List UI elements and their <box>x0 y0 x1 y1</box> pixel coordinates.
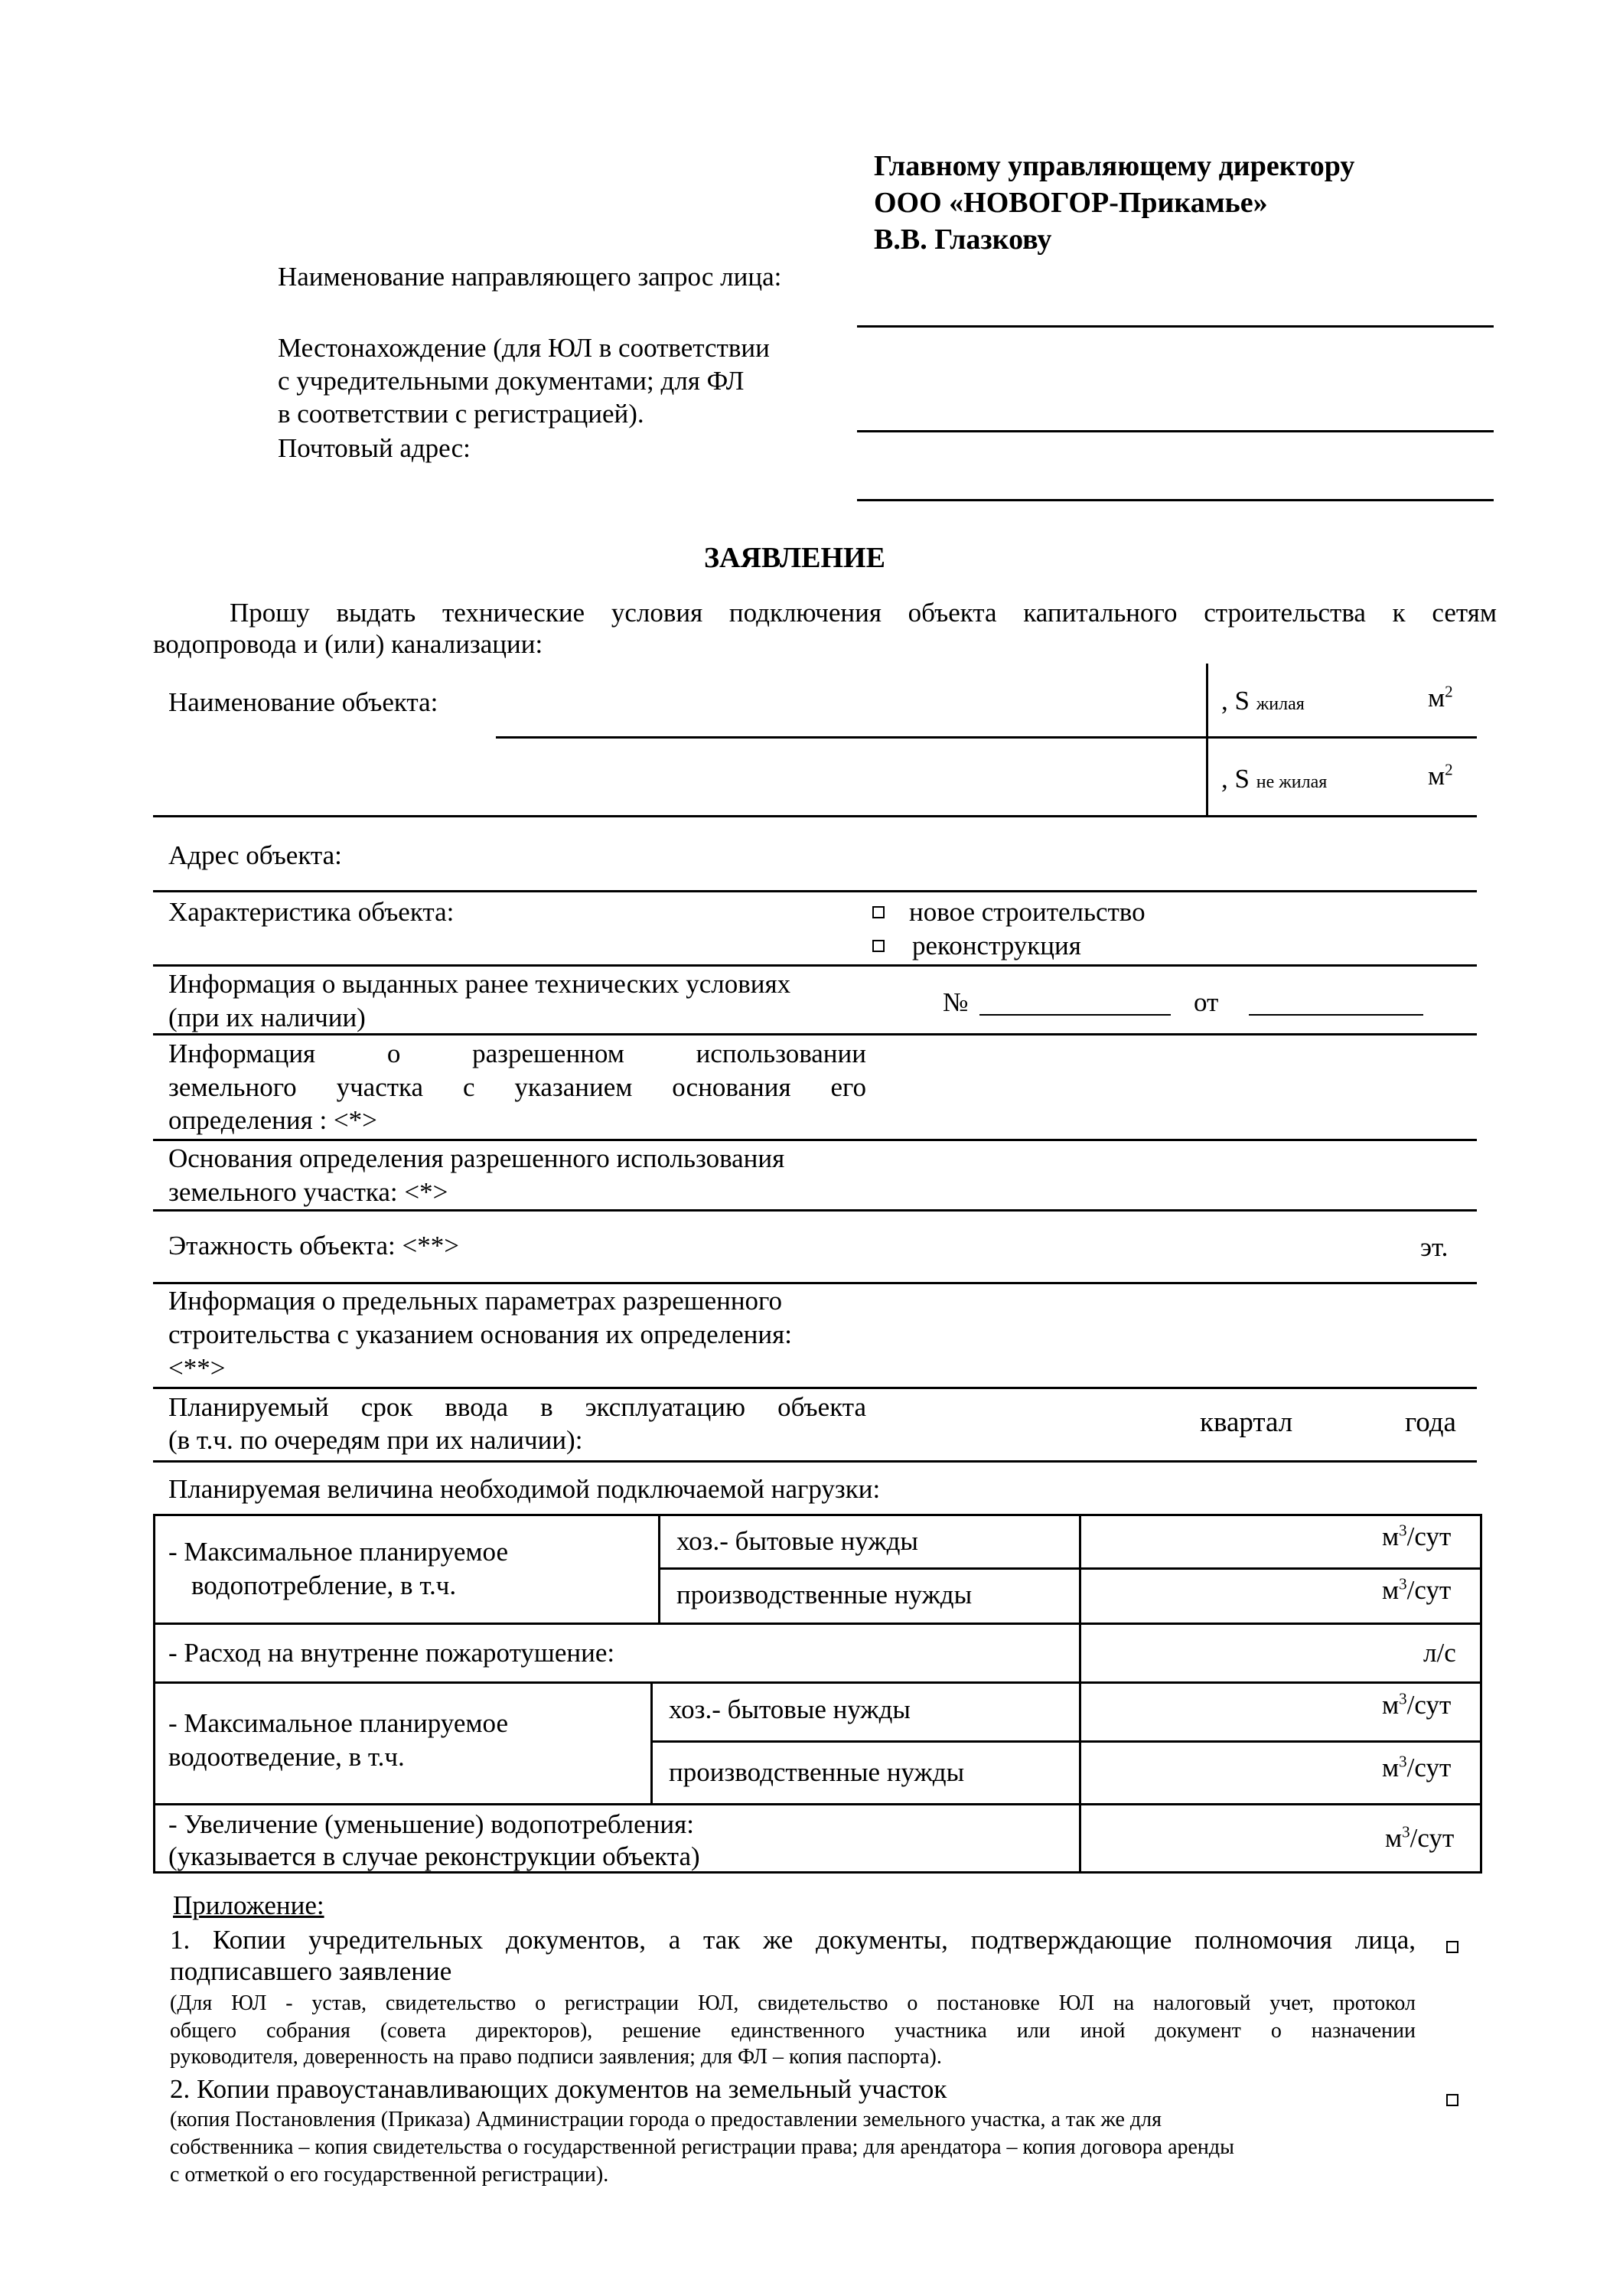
water-out-label-1: - Максимальное планируемое <box>168 1708 508 1738</box>
location-field-line[interactable] <box>857 430 1494 432</box>
new-construction-label: новое строительство <box>909 897 1146 927</box>
floors-unit: эт. <box>1420 1232 1449 1262</box>
fire-label: - Расход на внутренне пожаротушение: <box>168 1638 615 1668</box>
tu-date-label: от <box>1194 987 1219 1017</box>
requester-label: Наименование направляющего запрос лица: <box>278 262 782 292</box>
s-nonliving-unit: $м^2$ <box>1428 760 1453 791</box>
new-construction-checkbox[interactable] <box>872 906 885 918</box>
intro-line-1: Прошу выдать технические условия подключения объекта капитального строительства к сетям <box>230 598 1497 628</box>
address-label: Адрес объекта: <box>168 840 342 870</box>
year-label: года <box>1405 1407 1456 1438</box>
water-use-household-label: хоз.- бытовые нужды <box>676 1526 918 1556</box>
addressee-line-2: ООО «НОВОГОР-Прикамье» <box>874 187 1268 219</box>
land-use-label-1: Информация о разрешенном использовании <box>168 1039 866 1068</box>
addressee-line-3: В.В. Глазкову <box>874 223 1052 256</box>
land-basis-label-2: земельного участка: <*> <box>168 1177 448 1207</box>
appendix-item1-checkbox[interactable] <box>1446 1941 1458 1953</box>
table-line <box>658 1567 1482 1570</box>
table-line <box>658 1514 660 1623</box>
prev-tu-label-1: Информация о выданных ранее технических условиях <box>168 969 791 999</box>
planned-term-label-2: (в т.ч. по очередям при их наличии): <box>168 1425 583 1455</box>
load-title: Планируемая величина необходимой подключаемой нагрузки: <box>168 1474 881 1504</box>
addressee-line-1: Главному управляющему директору <box>874 150 1355 182</box>
s-living-label: , S жилая <box>1221 686 1305 716</box>
tu-number-label: № <box>943 987 969 1017</box>
change-label-2: (указывается в случае реконструкции объекта) <box>168 1841 700 1871</box>
row-divider <box>153 890 1477 892</box>
land-use-label-3: определения : <*> <box>168 1105 377 1135</box>
land-use-label-2: земельного участка с указанием основания его <box>168 1072 866 1102</box>
s-living-unit: $м^2$ <box>1428 682 1453 713</box>
water-use-household-unit: $м^3$/сут <box>1382 1521 1452 1551</box>
tu-date-field[interactable] <box>1249 1014 1423 1016</box>
water-use-industrial-unit: $м^3$/сут <box>1382 1574 1452 1605</box>
intro-line-2: водопровода и (или) канализации: <box>153 629 543 659</box>
floors-label: Этажность объекта: <**> <box>168 1231 460 1261</box>
water-use-label-2: водопотребление, в т.ч. <box>191 1570 457 1600</box>
appendix-item1-note-3: руководителя, доверенность на право подписи заявления; для ФЛ – копия паспорта). <box>170 2045 942 2069</box>
object-name-field-line[interactable] <box>496 736 1477 739</box>
prev-tu-label-2: (при их наличии) <box>168 1003 366 1032</box>
appendix-item2-checkbox[interactable] <box>1446 2094 1458 2106</box>
change-label-1: - Увеличение (уменьшение) водопотребления: <box>168 1809 694 1839</box>
row-divider <box>153 964 1477 967</box>
quarter-label: квартал <box>1200 1407 1293 1438</box>
water-out-household-unit: $м^3$/сут <box>1382 1689 1452 1720</box>
appendix-item2-line: 2. Копии правоустанавливающих документов на земельный участок <box>170 2074 947 2104</box>
postal-field-line[interactable] <box>857 499 1494 501</box>
change-unit: $м^3$/сут <box>1385 1822 1455 1853</box>
object-name-label: Наименование объекта: <box>168 687 438 717</box>
row-divider <box>153 815 1477 817</box>
row-divider <box>153 1282 1477 1284</box>
table-line <box>153 1803 1482 1805</box>
table-line <box>650 1681 653 1803</box>
appendix-item2-note-3: с отметкой о его государственной регистрации). <box>170 2163 609 2187</box>
land-basis-label-1: Основания определения разрешенного использования <box>168 1143 785 1173</box>
tu-number-field[interactable] <box>979 1014 1171 1016</box>
appendix-item1-line-2: подписавшего заявление <box>170 1956 452 1986</box>
requester-field-line[interactable] <box>857 325 1494 328</box>
water-use-label-1: - Максимальное планируемое <box>168 1537 508 1567</box>
water-out-household-label: хоз.- бытовые нужды <box>669 1694 911 1724</box>
water-out-industrial-label: производственные нужды <box>669 1757 965 1787</box>
s-nonliving-label: , S не жилая <box>1221 764 1328 794</box>
postal-label: Почтовый адрес: <box>278 433 471 463</box>
row-divider <box>153 1387 1477 1389</box>
planned-term-label-1: Планируемый срок ввода в эксплуатацию объекта <box>168 1392 866 1422</box>
location-label-1: Местонахождение (для ЮЛ в соответствии <box>278 333 770 363</box>
appendix-item2-note-2: собственника – копия свидетельства о государственной регистрации права; для арендатора – копия договора аренды <box>170 2135 1234 2159</box>
appendix-item1-note-2: общего собрания (совета директоров), решение единственного участника или иной документ о назначении <box>170 2019 1416 2043</box>
appendix-item2-note-1: (копия Постановления (Приказа) Администрации города о предоставлении земельного участка, а так же для <box>170 2108 1162 2131</box>
water-out-label-2: водоотведение, в т.ч. <box>168 1742 405 1772</box>
fire-unit: л/с <box>1423 1638 1456 1668</box>
water-out-industrial-unit: $м^3$/сут <box>1382 1752 1452 1782</box>
row-divider <box>153 1209 1477 1212</box>
table-line <box>153 1681 1482 1684</box>
document-title: ЗАЯВЛЕНИЕ <box>704 542 885 574</box>
table-line <box>153 1623 1482 1625</box>
appendix-item1-line-1: 1. Копии учредительных документов, а так же документы, подтверждающие полномочия лица, <box>170 1925 1416 1955</box>
limits-label-3: <**> <box>168 1353 226 1383</box>
appendix-title: Приложение: <box>173 1890 324 1920</box>
table-line <box>650 1740 1482 1743</box>
characteristic-label: Характеристика объекта: <box>168 897 455 927</box>
reconstruction-checkbox[interactable] <box>872 940 885 952</box>
row-divider <box>153 1033 1477 1035</box>
water-use-industrial-label: производственные нужды <box>676 1580 973 1609</box>
location-label-3: в соответствии с регистрацией). <box>278 399 644 429</box>
location-label-2: с учредительными документами; для ФЛ <box>278 366 745 396</box>
row-divider <box>153 1139 1477 1141</box>
table-line <box>1079 1514 1081 1874</box>
limits-label-2: строительства с указанием основания их определения: <box>168 1319 792 1349</box>
row-divider <box>153 1460 1477 1463</box>
limits-label-1: Информация о предельных параметрах разрешенного <box>168 1286 783 1316</box>
appendix-item1-note-1: (Для ЮЛ - устав, свидетельство о регистрации ЮЛ, свидетельство о постановке ЮЛ на налоговый учет, протокол <box>170 1991 1416 2015</box>
area-column-divider <box>1206 664 1208 817</box>
reconstruction-label: реконструкция <box>912 931 1081 960</box>
